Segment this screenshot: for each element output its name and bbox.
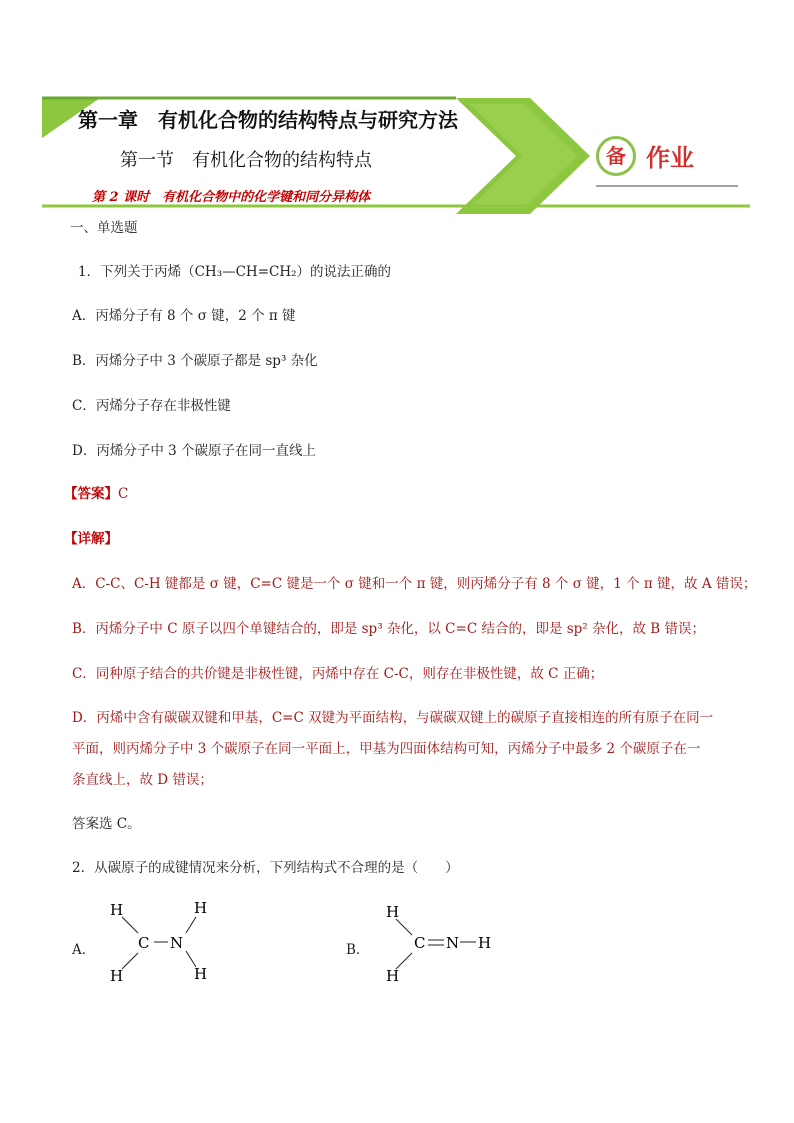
- single-choice-heading: 一、单选题: [70, 220, 138, 236]
- q1-conclusion: 答案选 C。: [72, 816, 141, 832]
- q1-option-c: C．丙烯分子存在非极性键: [72, 398, 231, 414]
- atom-h: H: [194, 899, 208, 917]
- atom-c: C: [138, 934, 150, 952]
- atom-h: H: [110, 967, 124, 985]
- atom-h: H: [478, 934, 492, 952]
- atom-h: H: [194, 965, 208, 983]
- section-title: 第一节 有机化合物的结构特点: [120, 150, 372, 171]
- detail-c: C．同种原子结合的共价键是非极性键，丙烯中存在 C-C，则存在非极性键，故 C 正确；: [72, 666, 604, 682]
- q1-option-b: B．丙烯分子中 3 个碳原子都是 sp³ 杂化: [72, 353, 318, 369]
- structure-b: [376, 895, 516, 990]
- detail-d-line3: 条直线上，故 D 错误；: [72, 772, 213, 788]
- q2-option-b-label: B．: [346, 942, 370, 958]
- detail-d-line2: 平面，则丙烯分子中 3 个碳原子在同一平面上，甲基为四面体结构可知，丙烯分子中最多 2 个碳原子在一: [72, 741, 701, 757]
- atom-c: C: [414, 934, 426, 952]
- answer-tag: 【答案】: [64, 486, 118, 502]
- q2-stem: 2．从碳原子的成键情况来分析，下列结构式不合理的是（ ）: [72, 860, 459, 876]
- atom-h: H: [110, 901, 124, 919]
- detail-a: A．C-C、C-H 键都是 σ 键，C=C 键是一个 σ 键和一个 π 键，则丙烯分子有 8 个 σ 键，1 个 π 键，故 A 错误；: [72, 576, 757, 592]
- q2-option-a-label: A．: [72, 942, 96, 958]
- atom-n: N: [446, 934, 460, 952]
- atom-n: N: [170, 934, 184, 952]
- atom-h: H: [386, 903, 400, 921]
- q1-option-a: A．丙烯分子有 8 个 σ 键，2 个 π 键: [72, 308, 296, 324]
- detail-tag: 【详解】: [64, 531, 118, 547]
- atom-h: H: [386, 967, 400, 985]
- q1-answer: [64, 484, 128, 504]
- answer-value: C: [118, 486, 129, 502]
- chapter-title: 第一章 有机化合物的结构特点与研究方法: [78, 108, 458, 132]
- badge-label: 作业: [646, 144, 694, 172]
- badge-icon: 备: [596, 136, 636, 176]
- detail-b: B．丙烯分子中 C 原子以四个单键结合的，即是 sp³ 杂化，以 C=C 结合的，即是 sp² 杂化，故 B 错误；: [72, 621, 706, 637]
- q1-option-d: D．丙烯分子中 3 个碳原子在同一直线上: [72, 443, 316, 459]
- structure-a: [100, 895, 230, 990]
- lesson-title: 第 2 课时 有机化合物中的化学键和同分异构体: [92, 190, 371, 205]
- q1-stem: 1．下列关于丙烯（CH₃—CH=CH₂）的说法正确的: [78, 264, 392, 280]
- detail-d-line1: D．丙烯中含有碳碳双键和甲基，C=C 双键为平面结构，与碳碳双键上的碳原子直接相连的所有原子在同一: [72, 710, 714, 726]
